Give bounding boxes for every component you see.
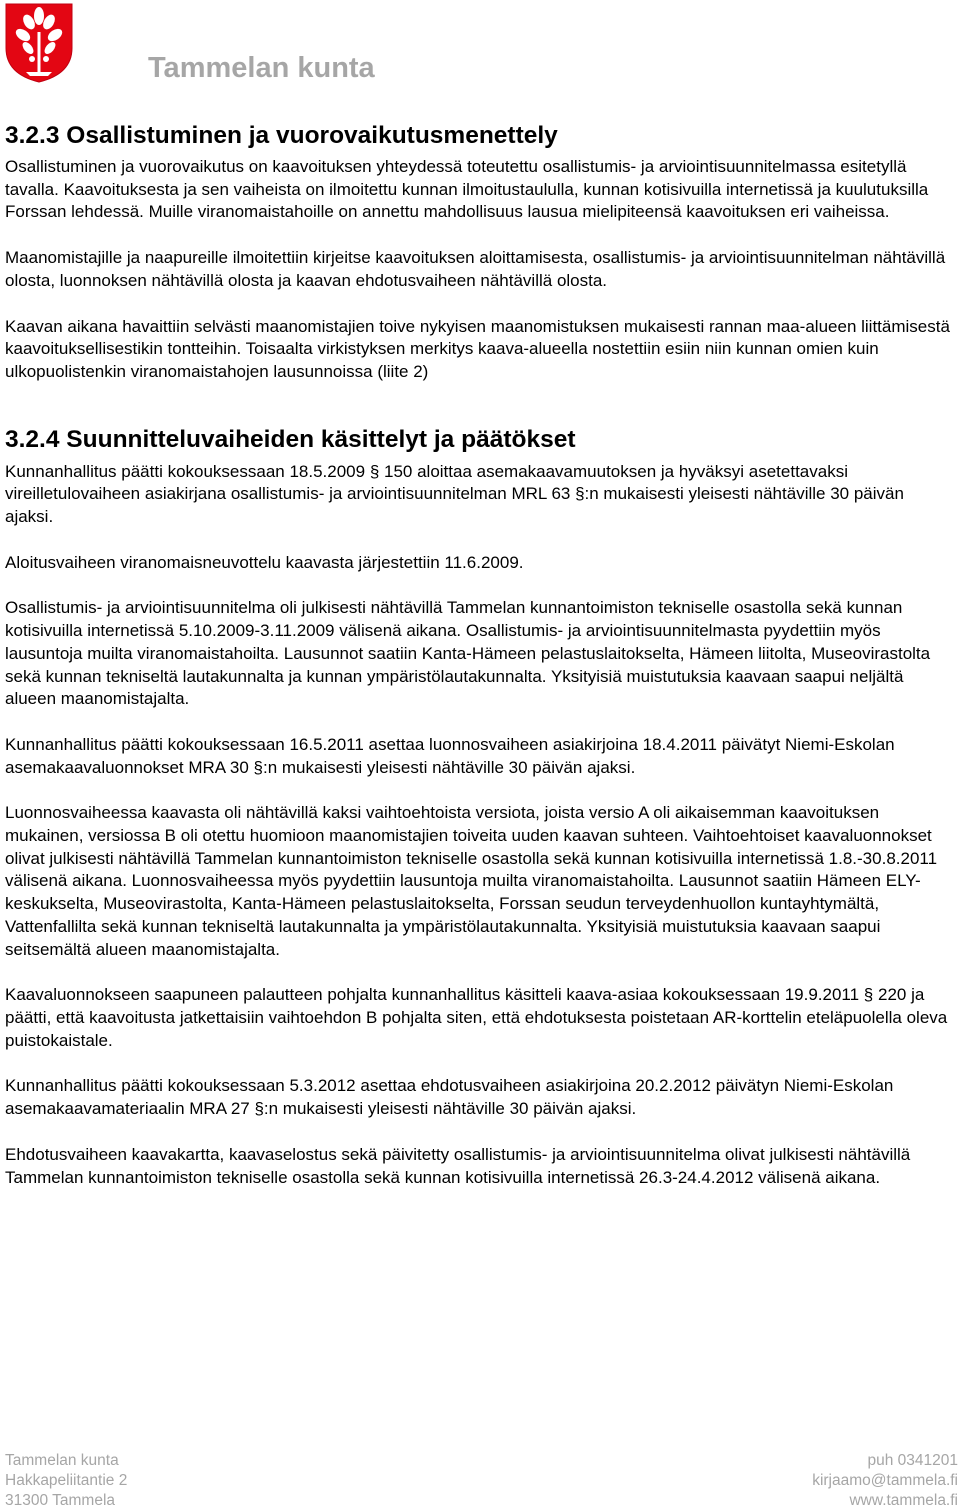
organization-name: Tammelan kunta <box>148 52 375 84</box>
footer-street: Hakkapeliitantie 2 <box>5 1472 128 1489</box>
footer-postal: 31300 Tammela <box>5 1492 116 1509</box>
body-paragraph: Kaavan aikana havaittiin selvästi maanomistajien toive nykyisen maanomistuksen mukaisesti rannan maa-alueen liittämisestä kaavoituksellisestikin tontteihin. Toisaalta virkistyksen merkitys kaava-alueella nostettiin esiin niin kunnan omien kuin ulkopuolistenkin viranomaistahojen lausunnoissa (liite 2) <box>5 316 950 381</box>
body-paragraph: Kaavaluonnokseen saapuneen palautteen pohjalta kunnanhallitus käsitteli kaava-asiaa kokouksessaan 19.9.2011 § 220 ja päätti, että kaavoitusta jatkettaisiin vaihtoehdon B pohjalta siten, että ehdotuksesta poistetaan AR-korttelin eteläpuolella oleva puistokaistale. <box>5 985 948 1050</box>
body-paragraph: Osallistumis- ja arviointisuunnitelma oli julkisesti nähtävillä Tammelan kunnantoimiston tekniselle osastolla sekä kunnan kotisivuilla internetissä 5.10.2009-3.11.2009 välisenä aikana. Osallistumis- ja arviointisuunnitelmasta pyydettiin myös lausuntoja muilta viranomaistahoilta. Lausunnot saatiin Kanta-Hämeen pelastuslaitokselta, Hämeen liitolta, Museovirastolta sekä kunnan tekniseltä lautakunnalta ja kunnan ympäristölautakunnalta. Yksityisiä muistutuksia kaavaan saapui neljältä alueen maanomistajalta. <box>5 598 931 709</box>
body-paragraph: Osallistuminen ja vuorovaikutus on kaavoituksen yhteydessä toteutettu osallistumis- ja arviointisuunnitelmassa esitetyllä tavalla. Kaavoituksesta ja sen vaiheista on ilmoitettu kunnan ilmoitustaululla, kunnan kotisivuilla internetissä ja kuulutuksilla Forssan lehdessä. Muille viranomaistahoille on annettu mahdollisuus lausua mielipiteensä kaavoituksen eri vaiheissa. <box>5 157 929 222</box>
body-paragraph: Maanomistajille ja naapureille ilmoitettiin kirjeitse kaavoituksen aloittamisesta, osallistumis- ja arviointisuunnitelman nähtävillä olosta, luonnoksen nähtävillä olosta ja kaavan ehdotusvaiheen nähtävillä olosta. <box>5 248 946 290</box>
section-heading: 3.2.3 Osallistuminen ja vuorovaikutusmenettely <box>5 122 558 149</box>
body-paragraph: Kunnanhallitus päätti kokouksessaan 16.5.2011 asettaa luonnosvaiheen asiakirjoina 18.4.2011 päivätyt Niemi-Eskolan asemakaavaluonnokset MRA 30 §:n mukaisesti yleisesti nähtäville 30 päivän ajaksi. <box>5 734 895 777</box>
body-paragraph: Ehdotusvaiheen kaavakartta, kaavaselostus sekä päivitetty osallistumis- ja arviointisuunnitelma olivat julkisesti nähtävillä Tammelan kunnantoimiston tekniselle osastolla sekä kunnan kotisivuilla internetissä 26.3-24.4.2012 välisenä aikana. <box>5 1144 911 1187</box>
section-heading: 3.2.4 Suunnitteluvaiheiden käsittelyt ja päätökset <box>5 425 576 453</box>
footer-phone: puh 0341201 <box>867 1452 958 1469</box>
body-paragraph: Aloitusvaiheen viranomaisneuvottelu kaavasta järjestettiin 11.6.2009. <box>5 552 524 572</box>
body-paragraph: Kunnanhallitus päätti kokouksessaan 18.5.2009 § 150 aloittaa asemakaavamuutoksen ja hyväksyi asetettavaksi vireilletulovaiheen asiakirjana osallistumis- ja arviointisuunnitelman MRL 63 §:n mukaisesti yleisesti nähtäville 30 päivän ajaksi. <box>5 461 904 527</box>
page-header <box>0 0 960 110</box>
footer-email-link[interactable]: kirjaamo@tammela.fi <box>812 1472 958 1489</box>
body-paragraph: Luonnosvaiheessa kaavasta oli nähtävillä kaksi vaihtoehtoista versiota, joista versio A oli aikaisemman kaavoituksen mukainen, versiossa B oli otettu huomioon maanomistajien toiveita uuden kaavan suhteen. Vaihtoehtoiset kaavaluonnokset olivat julkisesti nähtävillä Tammelan kunnantoimiston tekniselle osastolla sekä kunnan kotisivuilla internetissä 1.8.-30.8.2011 välisenä aikana. Luonnosvaiheessa myös pyydettiin lausuntoja muilta viranomaistahoilta. Lausunnot saatiin Hämeen ELY-keskukselta, Museovirastolta, Kanta-Hämeen pelastuslaitokselta, Forssan seudun terveydenhuollon kuntayhtymältä, Vattenfallilta sekä kunnan tekniseltä lautakunnalta ja ympäristölautakunnalta. Yksityisiä muistutuksia kaavaan saapui seitsemältä alueen maanomistajalta. <box>5 803 938 959</box>
oak-coat-of-arms-icon <box>4 2 74 84</box>
footer-website-link[interactable]: www.tammela.fi <box>849 1492 958 1509</box>
footer-org-name: Tammelan kunta <box>5 1452 119 1469</box>
body-paragraph: Kunnanhallitus päätti kokouksessaan 5.3.2012 asettaa ehdotusvaiheen asiakirjoina 20.2.2012 päivätyn Niemi-Eskolan asemakaavamateriaalin MRA 27 §:n mukaisesti yleisesti nähtäville 30 päivän ajaksi. <box>5 1076 894 1119</box>
footer-contact <box>812 1451 958 1511</box>
footer-address <box>5 1451 127 1511</box>
document-body <box>5 120 955 1212</box>
page-footer <box>0 1449 960 1508</box>
